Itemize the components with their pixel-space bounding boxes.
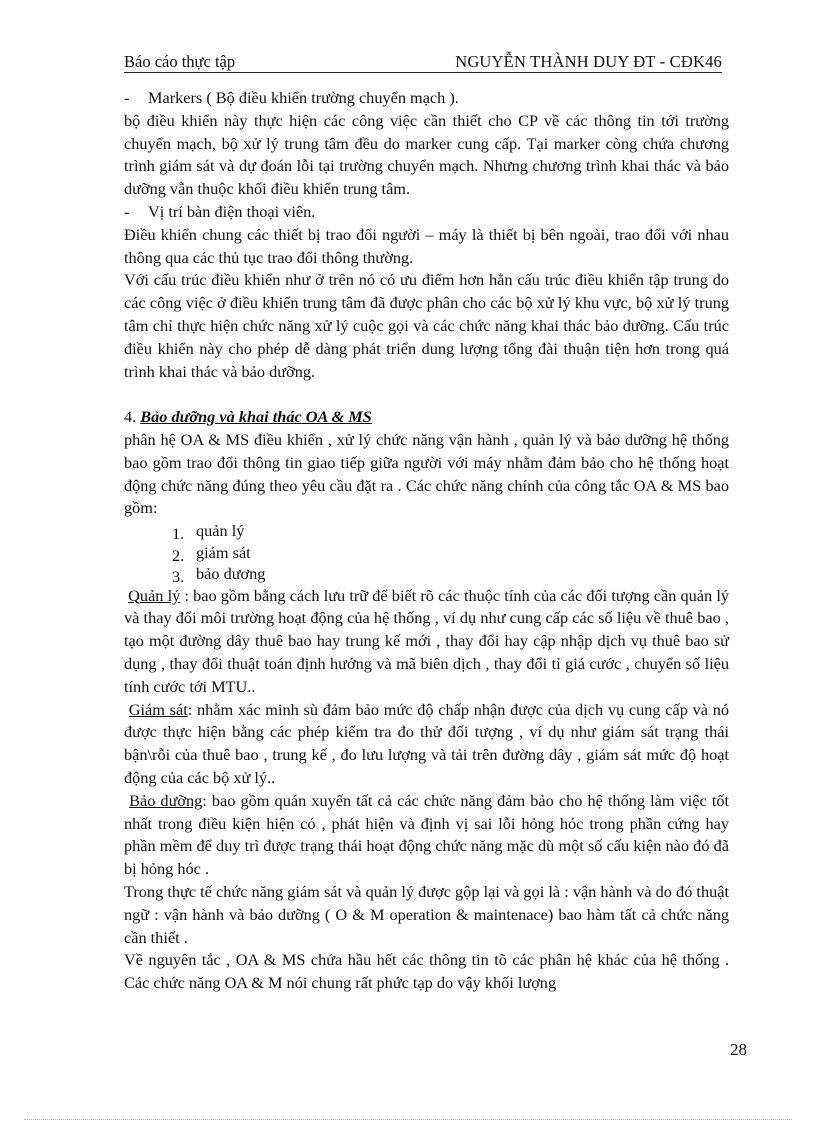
bullet-operator-text: Vị trí bàn điện thoại viên. — [148, 201, 316, 221]
page-number: 28 — [730, 1040, 747, 1059]
list-text: bảo dương — [196, 564, 266, 584]
bullet-markers — [124, 87, 729, 110]
oams-intro: phân hệ OA & MS điều khiển , xử lý chức năng vận hành , quản lý và bảo dưỡng hệ thống bao gồm trao đổi thông tin giao tiếp giữa người với máy nhằm đảm bảo cho hệ thống hoạt động chức năng đúng theo yêu cầu đặt ra . Các chức năng chính của công tắc OA & MS bao gồm: — [124, 429, 729, 518]
baoduong-paragraph — [124, 790, 729, 881]
operator-description: Điều khiển chung các thiết bị trao đổi người – máy là thiết bị bên ngoài, trao đổi với nhau thông qua các thủ tục trao đổi thông thường. — [124, 224, 729, 267]
baoduong-label: Bảo dưỡng — [129, 790, 203, 810]
list-item — [172, 520, 729, 542]
principle-paragraph: Về nguyên tắc , OA & MS chứa hầu hết các thông tin tõ các phân hệ khác của hệ thống . Các chức năng OA & M nói chung rất phức tạp do vậy khối lượng — [124, 950, 729, 993]
quanly-text: : bao gồm bằng cách lưu trữ để biết rõ các thuộc tính của các đối tượng cần quản lý và thay đổi môi trường hoạt động của hệ thống , ví dụ như cung cấp các số liệu về thuê bao , tạo một đường dây thuê bao hay trung kế mới , thay đổi hay cập nhập dịch vụ thuê bao sử dụng , thay đổi thuật toán định hướng và mã biên dịch , thay đổi tỉ giá cước , chuyển số liệu tính cước tới MTU.. — [124, 585, 729, 696]
bullet-markers-text: Markers ( Bộ điều khiển trường chuyển mạch ). — [148, 88, 459, 107]
quanly-label: Quản lý — [128, 585, 181, 605]
quanly-paragraph — [124, 585, 729, 699]
body-text — [124, 87, 729, 995]
practice-paragraph: Trong thực tế chức năng giám sát và quản lý được gộp lại và gọi là : vận hành và do đó thuật ngữ : vận hành và bảo dưỡng ( O & M operation & maintenace) bao hàm tất cả chức năng cần thiết . — [124, 882, 729, 947]
section-title: Bảo dưỡng và khai thác OA & MS — [140, 407, 372, 427]
bullet-dash: - — [124, 88, 130, 107]
section-heading — [124, 406, 729, 429]
list-number: 3. — [172, 567, 185, 587]
markers-description: bộ điều khiển này thực hiện các công việc cần thiết cho CP về các thông tin tới trường chuyển mạch, bộ xử lý trung tâm đều do marker cung cấp. Tại marker còng chứa chương trình giám sát và dự đoán lỗi tại trường chuyển mạch. Nhưng chương trình khai thác và bảo dưỡng vẫn thuộc khối điều khiển trung tâm. — [124, 110, 729, 199]
header-title: Báo cáo thực tập — [124, 52, 236, 71]
giamsat-paragraph — [124, 699, 729, 790]
structure-description: Với cấu trúc điều khiển như ở trên nó có ưu điểm hơn hẳn cấu trúc điều khiển tập trung do các công việc ở điều khiển trung tâm đã được phân cho các bộ xử lý khu vực, bộ xử lý trung tâm chỉ thực hiện chức năng xử lý cuộc gọi và các chức năng khai thác bảo dưỡng. Cấu trúc điều khiển này cho phép dễ dàng phát triển dung lượng tổng đài thuận tiện hơn trong quá trình khai thác và bảo dưỡng. — [124, 270, 729, 381]
list-text: quản lý — [196, 521, 245, 541]
list-item — [172, 563, 729, 585]
list-number: 1. — [172, 524, 185, 544]
header-author: NGUYỄN THÀNH DUY ĐT - CĐK46 — [455, 52, 722, 71]
bullet-operator — [124, 201, 729, 224]
list-text: giám sát — [196, 542, 251, 562]
blank-line — [124, 383, 729, 406]
page-header — [124, 52, 722, 73]
baoduong-text: : bao gồm quán xuyến tất cả các chức năng đảm bảo cho hệ thống làm việc tốt nhất trong điều kiện hiện có , phát hiện và định vị sai lỗi hỏng hóc trong phần cứng hay phần mềm để duy trì được trạng thái hoạt động chức năng mặc dù một số cấu kiện nào đó đã bị hỏng hóc . — [124, 790, 730, 879]
function-list — [124, 520, 729, 585]
footer-divider — [24, 1119, 792, 1120]
list-number: 2. — [172, 545, 185, 565]
giamsat-text: : nhằm xác minh sù đảm bảo mức độ chấp nhận được của dịch vụ cung cấp và nó được thực hiện bằng các phép kiểm tra đo thử đối tượng , ví dụ như giám sát trạng thái bận\rỗi của thuê bao , trung kế , đo lưu lượng và tải trên đường dây , giám sát mức độ hoạt động của các bộ xử lý.. — [124, 699, 729, 788]
giamsat-label: Giám sát — [128, 699, 188, 719]
list-item — [172, 542, 729, 564]
section-number: 4. — [124, 407, 141, 427]
bullet-dash: - — [124, 201, 130, 221]
